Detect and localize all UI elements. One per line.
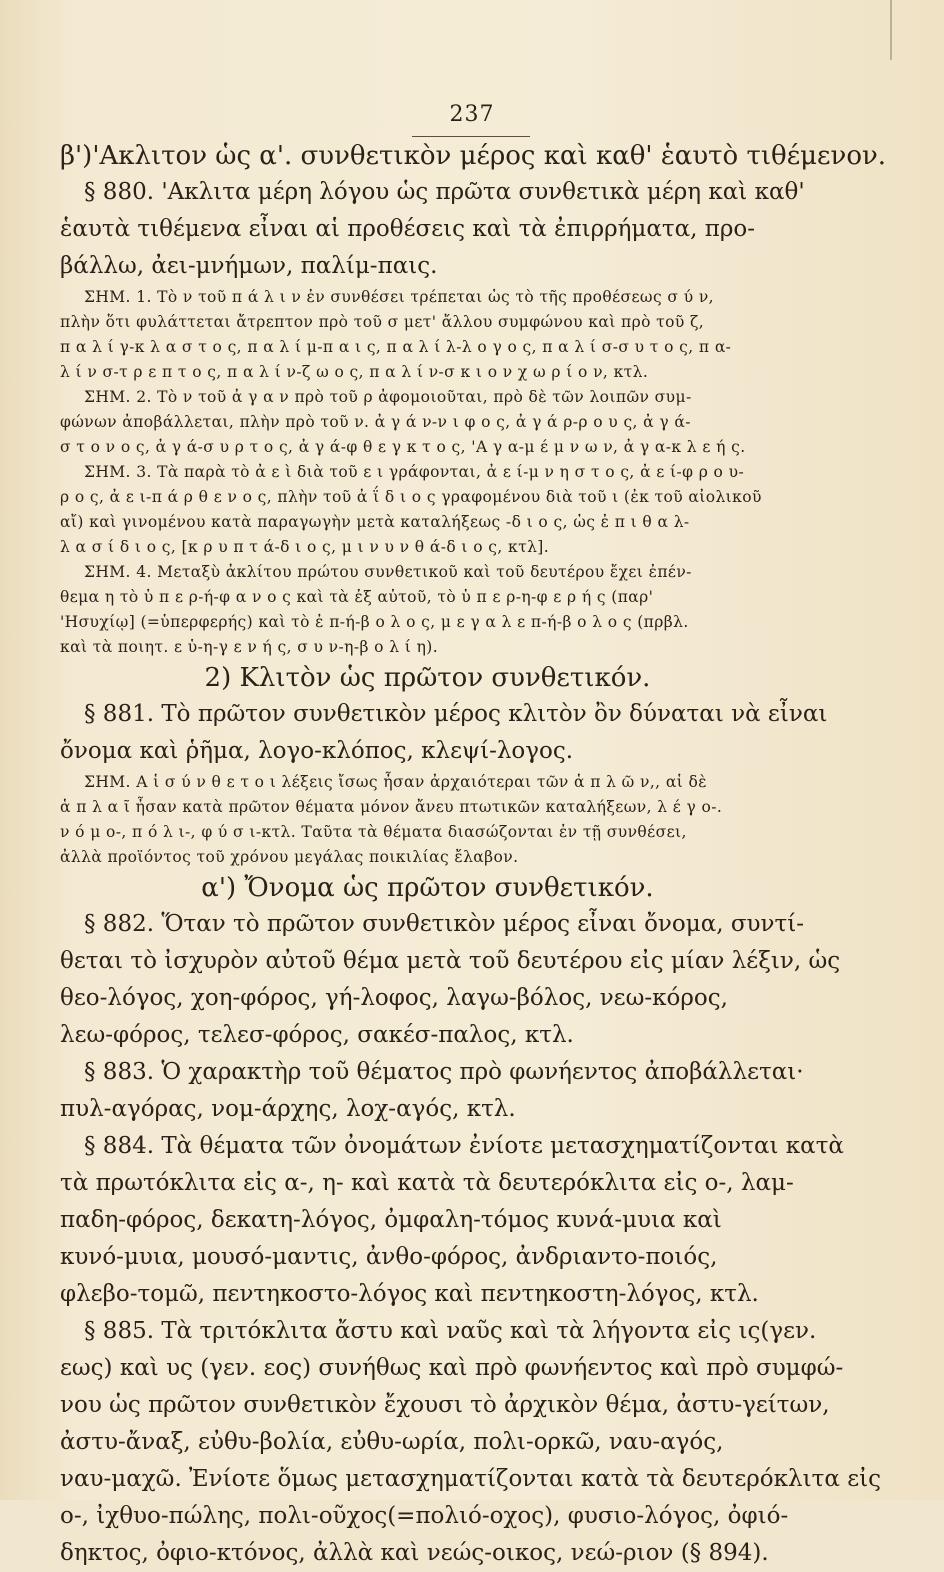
text-line: ναυ-μαχῶ. Ἐνίοτε ὅμως μετασχηματίζονται κατὰ τὰ δευτερόκλιτα εἰς [60,1466,882,1492]
text-line: π α λ ί γ-κ λ α σ τ ο ς, π α λ ί μ-π α ι ς, π α λ ί λ-λ ο γ ο ς, π α λ ί σ-σ υ τ ο ς, π α- [60,338,732,356]
text-line: ρ ο ς, ἀ ε ι-π ά ρ θ ε ν ο ς, πλὴν τοῦ ἀ ΐ δ ι ο ς γραφομένου διὰ τοῦ ι (ἐκ τοῦ αἰολικοῦ [60,488,762,506]
text-line: λεω-φόρος, τελεσ-φόρος, σακέσ-παλος, κτλ. [60,1022,574,1048]
text-line: θεμα η τὸ ὑ π ε ρ-ή-φ α ν ο ς καὶ τὰ ἐξ αὐτοῦ, τὸ ὑ π ε ρ-η-φ ε ρ ή ς (παρ' [60,588,654,606]
page-number-rule [412,130,530,137]
text-line: ὄνομα καὶ ῥῆμα, λογο-κλόπος, κλεψί-λογος. [60,738,574,764]
text-line: φώνων ἀποβάλλεται, πλὴν πρὸ τοῦ ν. ἀ γ ά ν-ν ι φ ο ς, ἀ γ ά ρ-ρ ο υ ς, ἀ γ ά- [60,413,691,431]
text-line: § 885. Τὰ τριτόκλιτα ἄστυ καὶ ναῦς καὶ τὰ λήγοντα εἰς ις(γεν. [84,1318,817,1344]
text-line: λ α σ ί δ ι ο ς, [κ ρ υ π τ ά-δ ι ο ς, μ ι ν υ ν θ ά-δ ι ο ς, κτλ]. [60,538,550,556]
text-line: ΣΗΜ. Α ἱ σ ύ ν θ ε τ ο ι λέξεις ἴσως ἦσαν ἀρχαιότεραι τῶν ἁ π λ ῶ ν,, αἱ δὲ [84,773,707,791]
text-line: ΣΗΜ. 2. Τὸ ν τοῦ ἀ γ α ν πρὸ τοῦ ρ ἀφομοιοῦται, πρὸ δὲ τῶν λοιπῶν συμ- [84,388,692,406]
text-line: πυλ-αγόρας, νομ-άρχης, λοχ-αγός, κτλ. [60,1096,516,1122]
text-line: ἁ π λ α ῖ ἦσαν κατὰ πρῶτον θέματα μόνον ἄνευ πτωτικῶν καταλήξεων, λ έ γ ο-. [60,798,723,816]
text-line: § 881. Τὸ πρῶτον συνθετικὸν μέρος κλιτὸν ὂν δύναται νὰ εἶναι [84,701,828,727]
text-line: νου ὡς πρῶτον συνθετικὸν ἔχουσι τὸ ἀρχικὸν θέμα, ἀστυ-γείτων, [60,1392,830,1418]
text-line: § 883. Ὁ χαρακτὴρ τοῦ θέματος πρὸ φωνήεντος ἀποβάλλεται· [84,1059,804,1085]
text-line: ἀστυ-ἄναξ, εὐθυ-βολία, εὐθυ-ωρία, πολι-ορκῶ, ναυ-αγός, [60,1429,724,1455]
text-line: βάλλω, ἀει-μνήμων, παλίμ-παις. [60,253,438,279]
text-line: δηκτος, ὀφιο-κτόνος, ἀλλὰ καὶ νεώς-οικος, νεώ-ριον (§ 894). [60,1540,769,1566]
text-line: ΣΗΜ. 1. Τὸ ν τοῦ π ά λ ι ν ἐν συνθέσει τρέπεται ὡς τὸ τῆς προθέσεως σ ύ ν, [84,288,714,306]
text-line: καὶ τὰ ποιητ. ε ὑ-η-γ ε ν ή ς, σ υ ν-η-β ο λ ί η). [60,638,439,656]
text-line: πλὴν ὅτι φυλάττεται ἄτρεπτον πρὸ τοῦ σ μετ' ἄλλου συμφώνου καὶ πρὸ τοῦ ζ, [60,313,705,331]
text-line: § 882. Ὅταν τὸ πρῶτον συνθετικὸν μέρος εἶναι ὄνομα, συντί- [84,911,805,937]
text-line: κυνό-μυια, μουσό-μαντις, ἀνθο-φόρος, ἀνδριαντο-ποιός, [60,1244,718,1270]
text-line: α') Ὄνομα ὡς πρῶτον συνθετικόν. [201,873,654,903]
text-line: ἀλλὰ προϊόντος τοῦ χρόνου μεγάλας ποικιλίας ἔλαβον. [60,848,519,866]
text-line: λ ί ν σ-τ ρ ε π τ ο ς, π α λ ί ν-ζ ω ο ς, π α λ ί ν-σ κ ι ο ν χ ω ρ ί ο ν, κτλ. [60,363,649,381]
text-line: ο-, ἰχθυο-πώλης, πολι-οῦχος(=πολιό-οχος), φυσιο-λόγος, ὀφιό- [60,1503,789,1529]
text-line: § 880. 'Ακλιτα μέρη λόγου ὡς πρῶτα συνθετικὰ μέρη καὶ καθ' [84,179,805,205]
text-line: εως) καὶ υς (γεν. εος) συνήθως καὶ πρὸ φωνήεντος καὶ πρὸ συμφώ- [60,1355,844,1381]
text-line: παδη-φόρος, δεκατη-λόγος, ὀμφαλη-τόμος κυνά-μυια καὶ [60,1207,722,1233]
text-line: τὰ πρωτόκλιτα εἰς α-, η- καὶ κατὰ τὰ δευτερόκλιτα εἰς ο-, λαμ- [60,1170,794,1196]
text-line: ΣΗΜ. 3. Τὰ παρὰ τὸ ἀ ε ὶ διὰ τοῦ ε ι γράφονται, ἀ ε ί-μ ν η σ τ ο ς, ἀ ε ί-φ ρ ο υ- [84,463,745,481]
page-number: 237 [449,102,495,127]
text-line: ν ό μ ο-, π ό λ ι-, φ ύ σ ι-κτλ. Ταῦτα τὰ θέματα διασώζονται ἐν τῇ συνθέσει, [60,823,687,841]
text-line: θεται τὸ ἰσχυρὸν αὐτοῦ θέμα μετὰ τοῦ δευτέρου εἰς μίαν λέξιν, ὡς [60,948,841,974]
text-line: αἴ) καὶ γινομένου κατὰ παραγωγὴν μετὰ καταλήξεως -δ ι ο ς, ὡς ἐ π ι θ α λ- [60,513,690,531]
text-line: ΣΗΜ. 4. Μεταξὺ ἀκλίτου πρώτου συνθετικοῦ καὶ τοῦ δευτέρου ἔχει ἐπέν- [84,563,692,581]
body-text [60,138,887,1572]
margin-line [890,0,892,60]
text-line: θεο-λόγος, χοη-φόρος, γή-λοφος, λαγω-βόλος, νεω-κόρος, [60,985,728,1011]
text-line: φλεβο-τομῶ, πεντηκοστο-λόγος καὶ πεντηκοστη-λόγος, κτλ. [60,1281,759,1307]
text-line: ἑαυτὰ τιθέμενα εἶναι αἱ προθέσεις καὶ τὰ ἐπιρρήματα, προ- [60,216,756,242]
text-line: σ τ ο ν ο ς, ἀ γ ά-σ υ ρ τ ο ς, ἀ γ ά-φ θ ε γ κ τ ο ς, 'Α γ α-μ έ μ ν ω ν, ἀ γ α-κ λ ε ή ς. [60,438,746,456]
text-line: § 884. Τὰ θέματα τῶν ὀνομάτων ἐνίοτε μετασχηματίζονται κατὰ [84,1133,844,1159]
text-line: 'Ησυχίῳ] (=ὑπερφερής) καὶ τὸ ἐ π-ή-β ο λ ο ς, μ ε γ α λ ε π-ή-β ο λ ο ς (πρβλ. [60,613,689,631]
text-line: 2) Κλιτὸν ὡς πρῶτον συνθετικόν. [204,663,651,693]
text-line: β')'Ακλιτον ὡς α'. συνθετικὸν μέρος καὶ καθ' ἑαυτὸ τιθέμενον. [60,141,887,171]
